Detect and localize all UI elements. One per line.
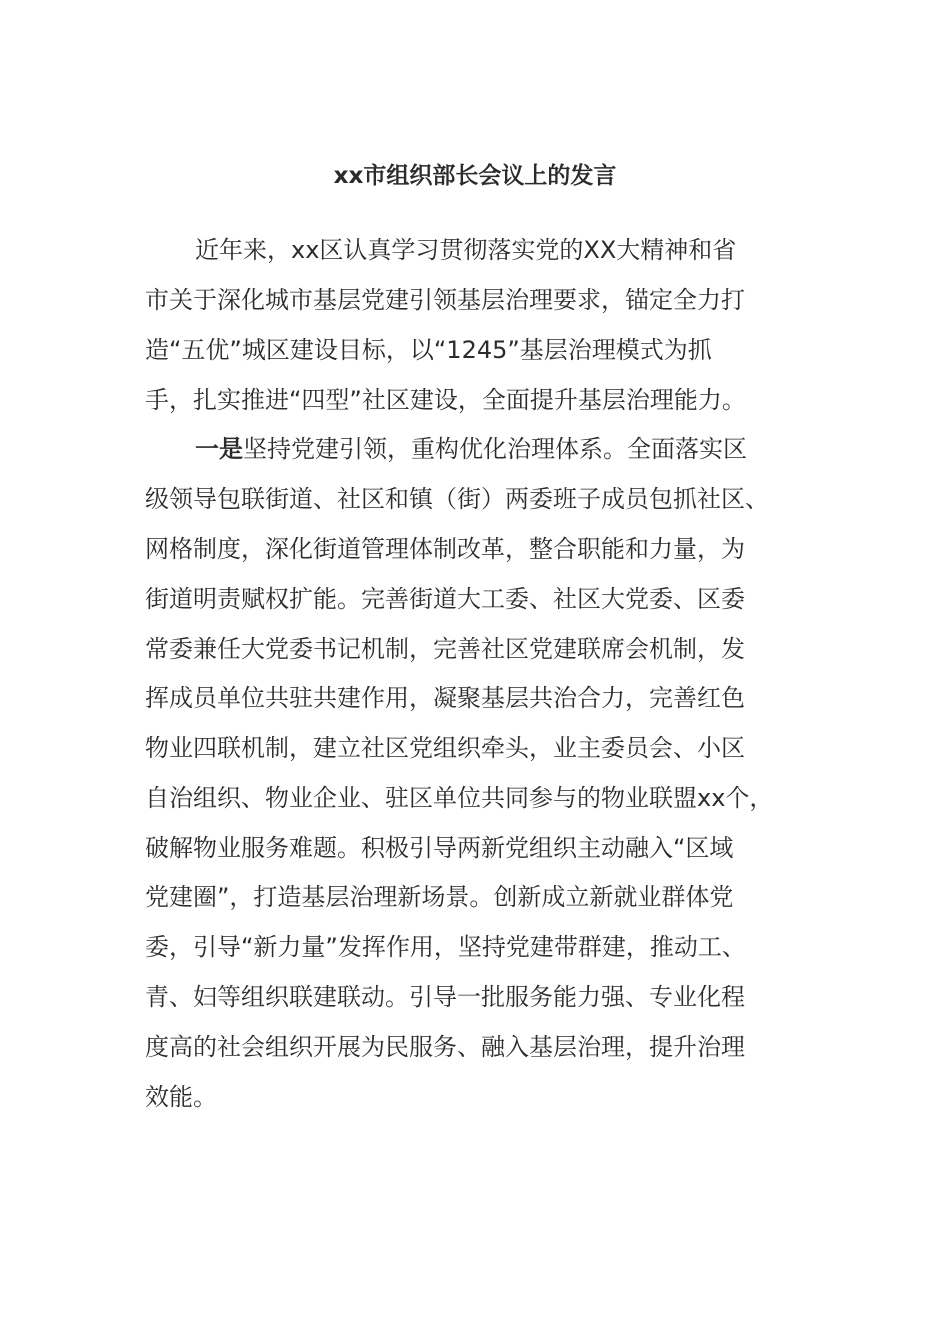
paragraph2-line: 青、妇等组织联建联动。引导一批服务能力强、专业化程: [145, 983, 745, 1011]
paragraph1-line: 近年来，xx区认真学习贯彻落实党的XX大精神和省: [195, 236, 737, 264]
paragraph2-line: 街道明责赋权扩能。完善街道大工委、社区大党委、区委: [145, 585, 745, 613]
paragraph1-line: 市关于深化城市基层党建引领基层治理要求，锚定全力打: [145, 286, 745, 314]
paragraph2-line: 党建圈”，打造基层治理新场景。创新成立新就业群体党: [145, 883, 734, 911]
paragraph2-line: 挥成员单位共驻共建作用，凝聚基层共治合力，完善红色: [145, 684, 745, 712]
paragraph2-line: 自治组织、物业企业、驻区单位共同参与的物业联盟xx个，: [145, 784, 774, 812]
document-title: xx市组织部长会议上的发言: [333, 163, 617, 189]
paragraph2-line: 破解物业服务难题。积极引导两新党组织主动融入“区域: [145, 834, 734, 862]
paragraph1-line: 造“五优”城区建设目标，以“1245”基层治理模式为抓: [145, 336, 712, 364]
paragraph2-line: 效能。: [145, 1083, 217, 1111]
paragraph2-line: 委，引导“新力量”发挥作用，坚持党建带群建，推动工、: [145, 933, 746, 961]
paragraph2-first-line: [195, 432, 747, 466]
paragraph2-line: 级领导包联街道、社区和镇（街）两委班子成员包抓社区、: [145, 485, 769, 513]
paragraph2-line: 度高的社会组织开展为民服务、融入基层治理，提升治理: [145, 1033, 745, 1061]
paragraph2-line: 物业四联机制，建立社区党组织牵头，业主委员会、小区: [145, 734, 745, 762]
paragraph1-line: 手，扎实推进“四型”社区建设，全面提升基层治理能力。: [145, 386, 746, 414]
paragraph2-line: 常委兼任大党委书记机制，完善社区党建联席会机制，发: [145, 635, 745, 663]
paragraph2-line: 网格制度，深化街道管理体制改革，整合职能和力量，为: [145, 535, 745, 563]
paragraph2-lead: 一是: [195, 435, 243, 463]
paragraph2-first-line-text: 坚持党建引领，重构优化治理体系。全面落实区: [243, 435, 747, 463]
